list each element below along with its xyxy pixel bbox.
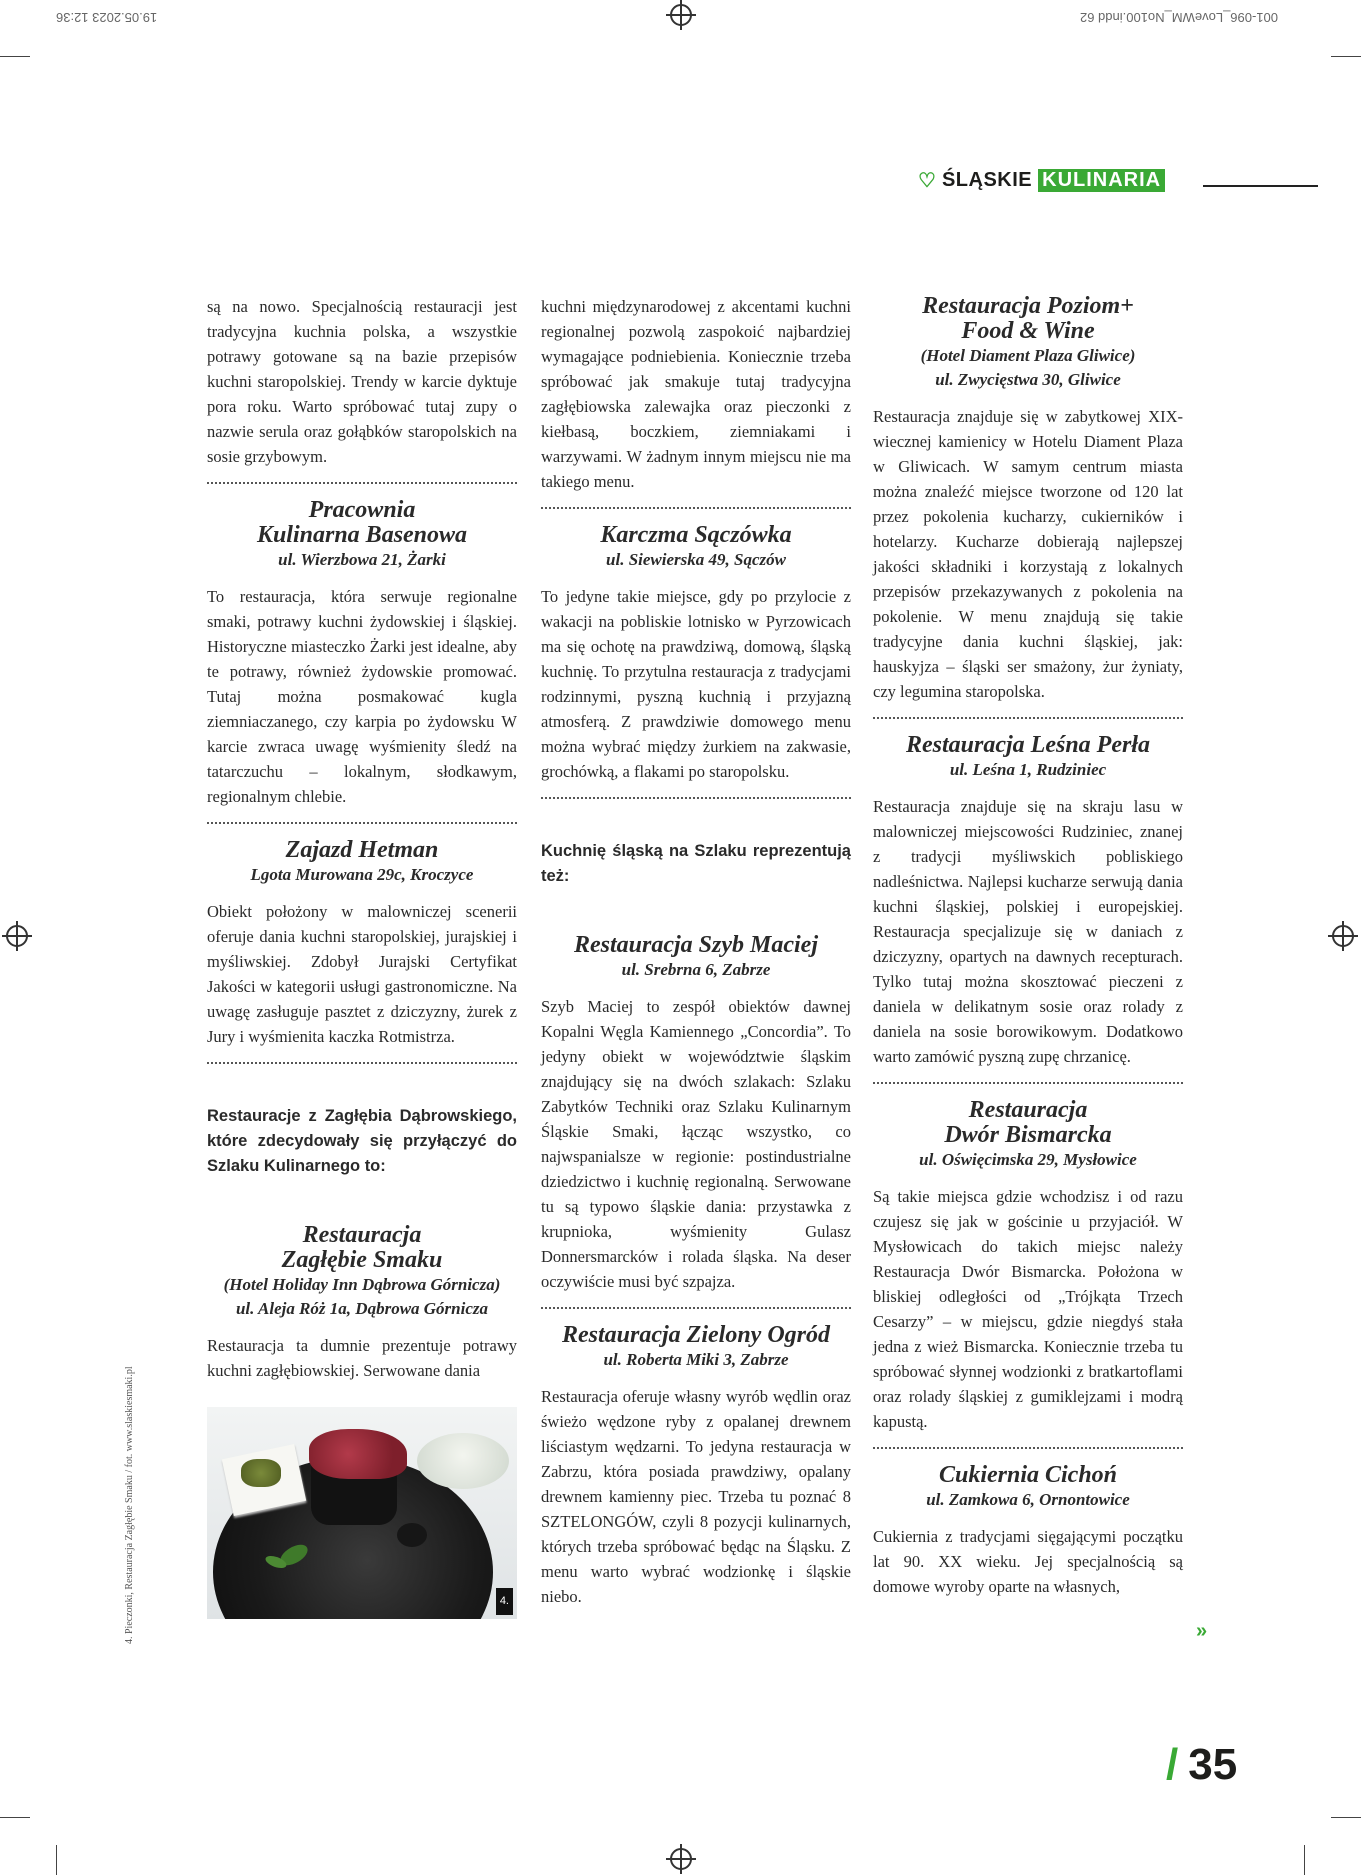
registration-mark-left <box>6 925 28 947</box>
restaurant-description: Restauracja znajduje się w zabytkowej XIX-wiecznej kamienicy w Hotelu Diament Plaza w Gliwicach. W samym centrum miasta można znaleźć miejsce tworzone od 120 lat przez pokolenia kucharzy, cukierników i hotelarzy. Kucharze dobierają najlepszej jakości składniki i korzystają z lokalnych przepisów przekazywanych z pokolenia na pokolenie. W menu znajdują się takie tradycyjne dania kuchni śląskiej, jak: hauskyjza – śląski ser smażony, żur żyniaty, czy legumina staropolska. <box>873 407 1183 701</box>
restaurant-hotel: (Hotel Diament Plaza Gliwice) <box>920 346 1136 365</box>
restaurant-hotel: (Hotel Holiday Inn Dąbrowa Górnicza) <box>223 1275 501 1294</box>
page-number-value: 35 <box>1188 1740 1238 1789</box>
restaurant-title: Restauracja Szyb Maciej <box>574 932 818 958</box>
restaurant-description: Restauracja oferuje własny wyrób wędlin oraz świeżo wędzone ryby z opalanej drewnem liściastym wędzarni. To jedyna restauracja w Zabrzu, która posiada prawdziwy, opalany drewnem kamienny piec. Trzeba tu poznać 8 SZTELONGÓW, czyli 8 pozycji kulinarnych, których trzeba spróbować będąc na Śląsku. Z menu warto wybrać wodzionkę i śląskie niebo. <box>541 1387 851 1606</box>
dotted-divider <box>207 1062 517 1064</box>
restaurant-address: ul. Wierzbowa 21, Żarki <box>278 550 446 569</box>
restaurant-address: Lgota Murowana 29c, Kroczyce <box>250 865 474 884</box>
restaurant-description: Restauracja znajduje się na skraju lasu w malowniczej miejscowości Rudziniec, znanej z tradycji myśliwskich pobliskiego nadleśnictwa. Najlepsi kucharze serwują dania kuchni śląskiej, polskiej i europejskiej. Restauracja specjalizuje się w daniach z dziczyzny, opartych na dawnych recepturach. Tylko tutaj można skosztować pieczeni z daniela w delikatnym sosie oraz rolady z daniela na sosie borowikowym. Dodatkowo warto zamówić pyszną zupę chrzanicę. <box>873 797 1183 1066</box>
crop-mark <box>1331 56 1361 57</box>
pickles <box>241 1459 281 1487</box>
restaurant-title: Restauracja Zagłębie Smaku <box>281 1222 443 1273</box>
dotted-divider <box>207 822 517 824</box>
restaurant-title: Karczma Sączówka <box>600 522 792 548</box>
crop-mark <box>1331 1817 1361 1818</box>
dotted-divider <box>873 1447 1183 1449</box>
restaurant-title: Zajazd Hetman <box>285 837 439 863</box>
restaurant-title: Restauracja Zielony Ogród <box>562 1322 830 1348</box>
restaurant-address: ul. Zwycięstwa 30, Gliwice <box>935 370 1121 389</box>
article-column-2 <box>541 294 851 1609</box>
registration-mark-bottom <box>670 1848 692 1870</box>
continue-arrow-icon: » <box>1196 1620 1208 1642</box>
article-column-3 <box>873 294 1183 1599</box>
section-lead: Kuchnię śląską na Szlaku reprezentują też: <box>541 842 851 885</box>
restaurant-title: Restauracja Poziom+ Food & Wine <box>922 293 1134 344</box>
crop-mark <box>0 1817 30 1818</box>
photo-number: 4. <box>496 1588 513 1615</box>
dotted-divider <box>541 797 851 799</box>
restaurant-address: ul. Siewierska 49, Sączów <box>606 550 786 569</box>
restaurant-title: Cukiernia Cichoń <box>938 1462 1118 1488</box>
heart-icon: ♡ <box>918 170 936 192</box>
dotted-divider <box>541 1307 851 1309</box>
restaurant-description: Szyb Maciej to zespół obiektów dawnej Kopalni Węgla Kamiennego „Concordia”. To jedyny obiekt w województwie śląskim znajdujący się na dwóch szlakach: Szlaku Zabytków Techniki oraz Szlaku Kulinarnym Śląskie Smaki, łącząc wszystko, co najwspanialsze w regionie: postindustrialne dziedzictwo i kuchnię regionalną. Serwowane tu są typowo śląskie dania: przystawka z krupnioka, wyśmienity Gulasz Donnersmarcków i rolada śląska. Na deser oczywiście musi być szpajza. <box>541 997 851 1291</box>
restaurant-address: ul. Srebrna 6, Zabrze <box>621 960 771 979</box>
dotted-divider <box>873 717 1183 719</box>
header-label-kulinaria: KULINARIA <box>1038 169 1165 192</box>
article-column-1 <box>207 294 517 1619</box>
restaurant-address: ul. Oświęcimska 29, Mysłowice <box>919 1150 1137 1169</box>
restaurant-description: To jedyne takie miejsce, gdy po przylocie z wakacji na pobliskie lotnisko w Pyrzowicach ma się ochotę na prawdziwą, domową, śląską kuchnię. To przytulna restauracja z tradycjami rodzinnymi, pyszną kuchnią i przyjazną atmosferą. Z prawdziwie domowego menu można wybrać między żurkiem na zakwasie, grochówką, a flakami po staropolsku. <box>541 587 851 781</box>
photo-credit: 4. Pieczonki, Restauracja Zagłębie Smaku / fot. www.slaskiesmaki.pl <box>124 1366 135 1644</box>
restaurant-description: Są takie miejsca gdzie wchodzisz i od razu czujesz się jak w gościnie u przyjaciół. W Mysłowicach do takich miejsc należy Restauracja Dwór Bismarcka. Położona w bliskiej odległości od „Trójkąta Trzech Cesarzy” – w miejscu, gdzie niegdyś stała jedna z wież Bismarcka. Koniecznie trzeba tu spróbować słynnej wodzionki z bratkartoflami oraz rolady śląskiej z gumiklejzami i modrą kapustą. <box>873 1187 1183 1431</box>
restaurant-address: ul. Aleja Róż 1a, Dąbrowa Górnicza <box>235 1299 489 1318</box>
sauce-bowl <box>417 1433 509 1489</box>
restaurant-description: Cukiernia z tradycjami sięgającymi początku lat 90. XX wieku. Jej specjalnością są domowe wyroby oparte na własnych, <box>873 1527 1183 1596</box>
column-intro: kuchni międzynarodowej z akcentami kuchni regionalnej pozwolą zaspokoić najbardziej wymagające podniebienia. Koniecznie trzeba spróbować jak smakuje tutaj tradycyjna zagłębiowska zalewajka oraz pieczonki z kiełbasą, boczkiem, ziemniakami i warzywami. W żadnym innym miejscu nie ma takiego menu. <box>541 297 851 491</box>
restaurant-title: Restauracja Dwór Bismarcka <box>944 1097 1112 1148</box>
crop-mark <box>0 56 30 57</box>
print-slug-date: 19.05.2023 12:36 <box>56 10 158 25</box>
section-header <box>918 168 1165 193</box>
page-number <box>1166 1740 1237 1790</box>
header-rule <box>1203 185 1318 187</box>
dotted-divider <box>541 507 851 509</box>
section-lead: Restauracje z Zagłębia Dąbrowskiego, które zdecydowały się przyłączyć do Szlaku Kulinarnego to: <box>207 1107 517 1175</box>
restaurant-description: To restauracja, która serwuje regionalne smaki, potrawy kuchni żydowskiej i śląskiej. Historyczne miasteczko Żarki jest idealne, aby te potrawy, również żydowskie promować. Tutaj można posmakować kugla ziemniaczanego, czy karpia po żydowsku W karcie zwraca uwagę wyśmienity śledź na tatarczuchu – lokalnym, słodkawym, regionalnym chlebie. <box>207 587 517 806</box>
dotted-divider <box>873 1082 1183 1084</box>
header-label-slaskie: ŚLĄSKIE <box>941 169 1033 191</box>
restaurant-address: ul. Leśna 1, Rudziniec <box>949 760 1107 779</box>
meat <box>309 1429 407 1479</box>
page-slash: / <box>1166 1740 1179 1789</box>
column-intro: są na nowo. Specjalnością restauracji jest tradycyjna kuchnia polska, a wszystkie potrawy gotowane są na bazie przepisów kuchni staropolskiej. Trendy w karcie dyktuje pora roku. Warto spróbować tutaj zupy o nazwie serula oraz gołąbków staropolskich na sosie grzybowym. <box>207 297 517 466</box>
food-photo <box>207 1407 517 1619</box>
restaurant-address: ul. Roberta Miki 3, Zabrze <box>603 1350 789 1369</box>
registration-mark-right <box>1332 925 1354 947</box>
restaurant-description: Obiekt położony w malowniczej scenerii oferuje dania kuchni staropolskiej, jurajskiej i myśliwskiej. Zdobył Jurajski Certyfikat Jakości w kategorii usługi gastronomiczne. Na uwagę zasługuje pasztet z dziczyzny, żurek z Jury i wyśmienita kaczka Rotmistrza. <box>207 902 517 1046</box>
restaurant-title: Restauracja Leśna Perła <box>906 732 1150 758</box>
restaurant-address: ul. Zamkowa 6, Ornontowice <box>926 1490 1130 1509</box>
crop-mark <box>1304 1845 1305 1875</box>
crop-mark <box>56 1845 57 1875</box>
restaurant-description: Restauracja ta dumnie prezentuje potrawy kuchni zagłębiowskiej. Serwowane dania <box>207 1336 517 1380</box>
print-slug-file: 001-096_LoveWM_No100.indd 62 <box>1080 10 1279 25</box>
restaurant-title: Pracownia Kulinarna Basenowa <box>256 497 468 548</box>
dotted-divider <box>207 482 517 484</box>
registration-mark-top <box>670 4 692 26</box>
pot-lid <box>397 1523 427 1547</box>
